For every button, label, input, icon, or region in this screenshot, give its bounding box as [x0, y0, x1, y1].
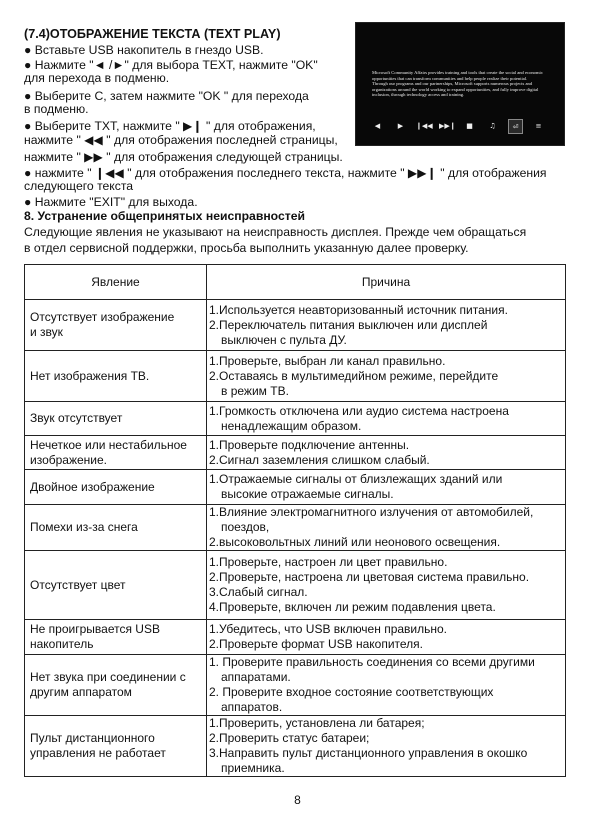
step-line: нажмите " ▶▶ " для отображения следующей страницы. [24, 150, 343, 164]
skip-forward-icon[interactable]: ▶▶❙ [439, 122, 456, 130]
cause-item: 1.Проверить, установлена ли батарея; [209, 716, 425, 730]
cause-item: 1.Проверьте, выбран ли канал правильно. [209, 353, 446, 368]
cause-item: 2.Проверьте, настроена ли цветовая система правильно. [209, 570, 530, 584]
cause-item: 2.Оставаясь в мультимедийном режиме, перейдите [209, 368, 499, 383]
cause-cell [207, 436, 566, 470]
symptom-line: Нет звука при соединении с [30, 670, 186, 684]
cause-item: 2.Проверить статус батареи; [209, 731, 370, 745]
step-line: следующего текста [24, 179, 134, 193]
cause-item: 1.Убедитесь, что USB включен правильно. [209, 622, 448, 636]
next-icon[interactable]: ▶ [397, 122, 404, 130]
cause-cell [207, 716, 566, 777]
cause-cell [207, 470, 566, 505]
symptom-cell [25, 655, 207, 716]
table-header-row [25, 265, 566, 300]
symptom-cell [25, 351, 207, 402]
cause-continuation: аппаратами. [221, 670, 291, 684]
troubleshooting-table [24, 264, 566, 777]
table-row [25, 402, 566, 436]
cause-cell [207, 300, 566, 351]
cause-continuation: высокие отражаемые сигналы. [221, 487, 394, 501]
cause-item: 3.Направить пульт дистанционного управления в окошко [209, 746, 528, 760]
symptom-cell [25, 402, 207, 436]
symptom-line: Нет изображения ТВ. [30, 368, 150, 383]
symptom-cell [25, 551, 207, 620]
cause-item: 2.Сигнал заземления слишком слабый. [209, 452, 430, 467]
symptom-line: Звук отсутствует [30, 411, 123, 425]
cause-cell [207, 505, 566, 551]
table-row [25, 505, 566, 551]
cause-cell [207, 351, 566, 402]
symptom-cell [25, 436, 207, 470]
cause-item: 1.Влияние электромагнитного излучения от автомобилей, [209, 505, 534, 519]
table-row [25, 470, 566, 505]
cause-continuation: выключен с пульта ДУ. [221, 332, 347, 347]
header-cause: Причина [207, 265, 566, 300]
table-row [25, 551, 566, 620]
symptom-line: и звук [30, 325, 63, 339]
step-line: ● нажмите " ❙◀◀ " для отображения последнего текста, нажмите " ▶▶❙ " для отображения [24, 166, 547, 180]
page-number: 8 [294, 793, 301, 807]
symptom-line: Отсутствует цвет [30, 577, 126, 592]
section-heading: (7.4)ОТОБРАЖЕНИЕ ТЕКСТА (TEXT PLAY) [24, 27, 281, 41]
cause-item: 1.Громкость отключена или аудио система настроена [209, 403, 509, 418]
symptom-cell [25, 505, 207, 551]
step-line: для перехода в подменю. [24, 71, 170, 85]
preview-control-bar [366, 119, 556, 135]
symptom-line: управления не работает [30, 746, 166, 760]
symptom-line: изображение. [30, 452, 108, 467]
symptom-line: Помехи из-за снега [30, 520, 138, 534]
symptom-line: другим аппаратом [30, 685, 132, 699]
cause-cell [207, 402, 566, 436]
step-line: в подменю. [24, 102, 89, 116]
cause-continuation: приемника. [221, 761, 285, 775]
skip-back-icon[interactable]: ❙◀◀ [416, 122, 433, 130]
symptom-line: Не проигрывается USB [30, 622, 160, 636]
cause-item: 2.Переключатель питания выключен или дисплей [209, 317, 488, 332]
cause-item: 4.Проверьте, включен ли режим подавления цвета. [209, 600, 496, 614]
return-icon[interactable]: ⏎ [508, 119, 523, 134]
cause-continuation: ненадлежащим образом. [221, 418, 362, 433]
step-line: ● Вставьте USB накопитель в гнездо USB. [24, 43, 264, 57]
cause-cell [207, 620, 566, 655]
cause-cell [207, 655, 566, 716]
table-row [25, 716, 566, 777]
stop-icon[interactable]: ■ [466, 122, 473, 130]
table-row [25, 436, 566, 470]
step-line: ● Нажмите "EXIT" для выхода. [24, 195, 198, 209]
step-line: ● Нажмите "◄ /►" для выбора TEXT, нажмите "OK" [24, 58, 318, 72]
symptom-line: Нечеткое или нестабильное [30, 437, 187, 452]
symptom-line: Отсутствует изображение [30, 310, 175, 324]
symptom-line: Двойное изображение [30, 479, 155, 494]
cause-item: 2.Проверьте формат USB накопителя. [209, 637, 424, 651]
symptom-cell [25, 716, 207, 777]
symptom-cell [25, 300, 207, 351]
preview-body-text: Microsoft Community Affairs provides training and tools that create the social and economic opportunities that can transform communities and help people realize their potential. Through our programs and our partnerships, Microsoft supports numerous projects and organizations around the world working to expand opportunities, and fully improve digital inclusion, through technology access and training. [372, 70, 543, 97]
table-row [25, 300, 566, 351]
text-play-screen-preview [355, 22, 565, 146]
step-line: ● Выберите C, затем нажмите "OK " для перехода [24, 89, 309, 103]
section-title: 8. Устранение общепринятых неисправностей [24, 209, 305, 223]
music-icon[interactable]: ♫ [489, 122, 496, 130]
header-symptom: Явление [25, 265, 207, 300]
cause-continuation: аппаратов. [221, 700, 283, 714]
symptom-line: Пульт дистанционного [30, 731, 155, 745]
table-row [25, 620, 566, 655]
symptom-cell [25, 470, 207, 505]
step-line: ● Выберите TXT, нажмите " ▶❙ " для отображения, [24, 119, 316, 133]
cause-item: 3.Слабый сигнал. [209, 585, 308, 599]
symptom-line: накопитель [30, 637, 94, 651]
cause-cell [207, 551, 566, 620]
table-row [25, 655, 566, 716]
cause-item: 2. Проверите входное состояние соответствующих [209, 685, 494, 699]
cause-item: 1.Проверьте подключение антенны. [209, 437, 410, 452]
cause-continuation: поездов, [221, 520, 270, 534]
cause-item: 1. Проверите правильность соединения со всеми другими [209, 655, 535, 669]
table-row [25, 351, 566, 402]
cause-item: 2.высоковольтных линий или неонового освещения. [209, 535, 501, 549]
prev-icon[interactable]: ◀ [374, 122, 381, 130]
intro-line: в отдел сервисной поддержки, просьба выполнить указанную далее проверку. [24, 241, 469, 255]
intro-line: Следующие явления не указывают на неисправность дисплея. Прежде чем обращаться [24, 225, 527, 239]
menu-icon[interactable]: ≡ [535, 122, 542, 130]
symptom-cell [25, 620, 207, 655]
cause-continuation: в режим ТВ. [221, 383, 289, 398]
cause-item: 1.Отражаемые сигналы от близлежащих зданий или [209, 472, 503, 486]
cause-item: 1.Проверьте, настроен ли цвет правильно. [209, 555, 448, 569]
cause-item: 1.Используется неавторизованный источник питания. [209, 302, 508, 317]
step-line: нажмите " ◀◀ " для отображения последней страницы, [24, 133, 338, 147]
